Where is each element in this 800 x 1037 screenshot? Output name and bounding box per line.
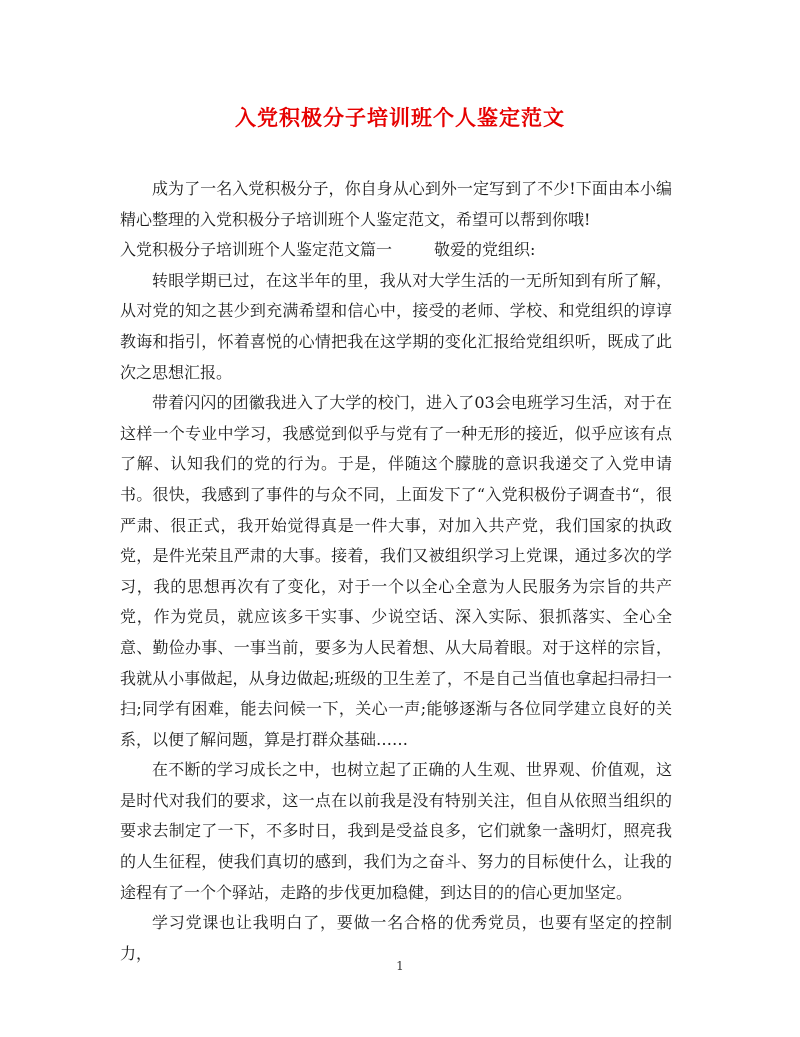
document-title: 入党积极分子培训班个人鉴定范文 <box>235 105 565 130</box>
body-paragraph: 在不断的学习成长之中，也树立起了正确的人生观、世界观、价值观，这是时代对我们的要求，这一点在以前我是没有特别关注，但自从依照当组织的要求去制定了一下，不多时日，我到是受益良多，它们就象一盏明灯，照亮我的人生征程，使我们真切的感到，我们为之奋斗、努力的目标使什么，让我的途程有了一个个驿站，走路的步伐更加稳健，到达目的的信心更加坚定。 <box>120 760 672 902</box>
page-number: 1 <box>396 959 404 973</box>
section-heading-line <box>120 235 672 266</box>
body-paragraph: 学习党课也让我明白了，要做一名合格的优秀党员，也要有坚定的控制力， <box>120 913 672 963</box>
intro-paragraph: 成为了一名入党积极分子，你自身从心到外一定写到了不少!下面由本小编精心整理的入党积极分子培训班个人鉴定范文，希望可以帮到你哦! <box>120 179 672 229</box>
salutation: 敬爱的党组织: <box>434 240 536 260</box>
document-body <box>120 174 672 969</box>
section-heading: 入党积极分子培训班个人鉴定范文篇一 <box>120 240 393 260</box>
body-paragraph: 带着闪闪的团徽我进入了大学的校门，进入了03会电班学习生活，对于在这样一个专业中学习，我感觉到似乎与党有了一种无形的接近，似乎应该有点了解、认知我们的党的行为。于是，伴随这个朦胧的意识我递交了入党申请书。很快，我感到了事件的与众不同，上面发下了“入党积极份子调查书“，很严肃、很正式，我开始觉得真是一件大事，对加入共产党，我们国家的执政党，是件光荣且严肃的大事。接着，我们又被组织学习上党课，通过多次的学习，我的思想再次有了变化，对于一个以全心全意为人民服务为宗旨的共产党，作为党员，就应该多干实事、少说空话、深入实际、狠抓落实、全心全意、勤俭办事、一事当前，要多为人民着想、从大局着眼。对于这样的宗旨，我就从小事做起，从身边做起;班级的卫生差了，不是自己当值也拿起扫帚扫一扫;同学有困难，能去问候一下，关心一声;能够逐渐与各位同学建立良好的关系，以便了解问题，算是打群众基础…… <box>120 393 672 749</box>
body-paragraph: 转眼学期已过，在这半年的里，我从对大学生活的一无所知到有所了解，从对党的知之甚少到充满希望和信心中，接受的老师、学校、和党组织的谆谆教诲和指引，怀着喜悦的心情把我在这学期的变化汇报给党组织听，既成了此次之思想汇报。 <box>120 270 672 382</box>
